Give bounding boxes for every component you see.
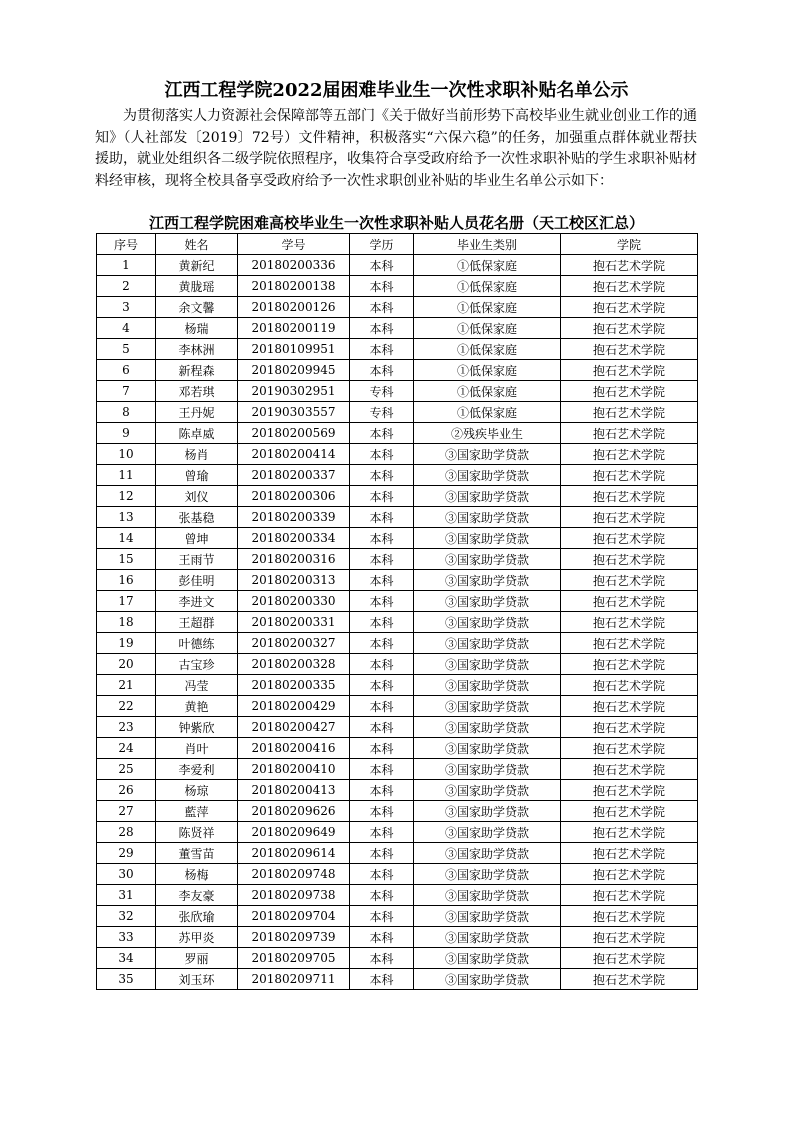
cell-name: 钟紫欣 [156, 717, 238, 738]
cell-name: 张欣瑜 [156, 906, 238, 927]
cell-category: ③国家助学贷款 [414, 948, 561, 969]
cell-student-id: 20180209738 [238, 885, 350, 906]
cell-degree: 本科 [350, 570, 414, 591]
cell-student-id: 20190302951 [238, 381, 350, 402]
cell-student-id: 20180200306 [238, 486, 350, 507]
cell-college: 抱石艺术学院 [561, 948, 698, 969]
cell-college: 抱石艺术学院 [561, 633, 698, 654]
cell-index: 6 [97, 360, 156, 381]
cell-college: 抱石艺术学院 [561, 255, 698, 276]
cell-index: 25 [97, 759, 156, 780]
cell-index: 4 [97, 318, 156, 339]
cell-college: 抱石艺术学院 [561, 696, 698, 717]
cell-degree: 本科 [350, 822, 414, 843]
table-row [97, 507, 698, 528]
cell-index: 2 [97, 276, 156, 297]
cell-name: 曾坤 [156, 528, 238, 549]
cell-index: 18 [97, 612, 156, 633]
cell-college: 抱石艺术学院 [561, 864, 698, 885]
cell-degree: 本科 [350, 969, 414, 990]
cell-student-id: 20180200569 [238, 423, 350, 444]
header-category: 毕业生类别 [414, 234, 561, 255]
header-student-id: 学号 [238, 234, 350, 255]
table-row [97, 717, 698, 738]
cell-college: 抱石艺术学院 [561, 276, 698, 297]
cell-name: 彭佳明 [156, 570, 238, 591]
cell-degree: 本科 [350, 444, 414, 465]
cell-category: ③国家助学贷款 [414, 612, 561, 633]
cell-category: ③国家助学贷款 [414, 528, 561, 549]
cell-student-id: 20180200327 [238, 633, 350, 654]
cell-category: ①低保家庭 [414, 276, 561, 297]
cell-degree: 本科 [350, 591, 414, 612]
table-row [97, 465, 698, 486]
cell-degree: 本科 [350, 423, 414, 444]
cell-student-id: 20180209945 [238, 360, 350, 381]
cell-college: 抱石艺术学院 [561, 318, 698, 339]
cell-name: 王丹妮 [156, 402, 238, 423]
cell-degree: 本科 [350, 528, 414, 549]
cell-name: 刘仪 [156, 486, 238, 507]
table-row [97, 969, 698, 990]
cell-college: 抱石艺术学院 [561, 843, 698, 864]
cell-degree: 本科 [350, 486, 414, 507]
cell-college: 抱石艺术学院 [561, 570, 698, 591]
table-row [97, 255, 698, 276]
cell-index: 28 [97, 822, 156, 843]
cell-student-id: 20180109951 [238, 339, 350, 360]
cell-index: 22 [97, 696, 156, 717]
cell-category: ③国家助学贷款 [414, 906, 561, 927]
cell-name: 李林洲 [156, 339, 238, 360]
cell-name: 新程森 [156, 360, 238, 381]
cell-name: 陈卓威 [156, 423, 238, 444]
cell-college: 抱石艺术学院 [561, 822, 698, 843]
cell-degree: 本科 [350, 360, 414, 381]
cell-college: 抱石艺术学院 [561, 507, 698, 528]
cell-degree: 本科 [350, 885, 414, 906]
cell-category: ③国家助学贷款 [414, 843, 561, 864]
cell-college: 抱石艺术学院 [561, 654, 698, 675]
cell-student-id: 20180209649 [238, 822, 350, 843]
cell-category: ③国家助学贷款 [414, 486, 561, 507]
cell-name: 杨瑞 [156, 318, 238, 339]
cell-degree: 本科 [350, 549, 414, 570]
cell-category: ③国家助学贷款 [414, 570, 561, 591]
cell-category: ①低保家庭 [414, 381, 561, 402]
cell-college: 抱石艺术学院 [561, 297, 698, 318]
table-row [97, 423, 698, 444]
cell-index: 19 [97, 633, 156, 654]
cell-student-id: 20180200335 [238, 675, 350, 696]
cell-category: ①低保家庭 [414, 297, 561, 318]
table-row [97, 528, 698, 549]
cell-student-id: 20180200334 [238, 528, 350, 549]
table-row [97, 738, 698, 759]
cell-college: 抱石艺术学院 [561, 927, 698, 948]
table-title: 江西工程学院困难高校毕业生一次性求职补贴人员花名册（天工校区汇总） [148, 214, 644, 232]
cell-category: ③国家助学贷款 [414, 801, 561, 822]
table-row [97, 885, 698, 906]
cell-degree: 本科 [350, 339, 414, 360]
cell-degree: 本科 [350, 864, 414, 885]
cell-category: ③国家助学贷款 [414, 465, 561, 486]
cell-category: ③国家助学贷款 [414, 969, 561, 990]
cell-degree: 本科 [350, 927, 414, 948]
table-row [97, 549, 698, 570]
cell-degree: 本科 [350, 696, 414, 717]
cell-name: 李爱利 [156, 759, 238, 780]
cell-degree: 本科 [350, 633, 414, 654]
cell-name: 杨梅 [156, 864, 238, 885]
cell-college: 抱石艺术学院 [561, 423, 698, 444]
cell-category: ③国家助学贷款 [414, 780, 561, 801]
cell-degree: 本科 [350, 738, 414, 759]
cell-index: 12 [97, 486, 156, 507]
cell-index: 34 [97, 948, 156, 969]
cell-category: ①低保家庭 [414, 360, 561, 381]
cell-name: 董雪苗 [156, 843, 238, 864]
cell-college: 抱石艺术学院 [561, 759, 698, 780]
cell-index: 20 [97, 654, 156, 675]
cell-category: ③国家助学贷款 [414, 717, 561, 738]
cell-name: 张基稳 [156, 507, 238, 528]
cell-college: 抱石艺术学院 [561, 381, 698, 402]
cell-degree: 本科 [350, 906, 414, 927]
header-name: 姓名 [156, 234, 238, 255]
cell-student-id: 20180209614 [238, 843, 350, 864]
cell-name: 黄胧瑶 [156, 276, 238, 297]
cell-student-id: 20180200414 [238, 444, 350, 465]
table-row [97, 633, 698, 654]
cell-index: 13 [97, 507, 156, 528]
cell-name: 黄新纪 [156, 255, 238, 276]
cell-index: 31 [97, 885, 156, 906]
cell-index: 17 [97, 591, 156, 612]
cell-student-id: 20180200316 [238, 549, 350, 570]
cell-index: 24 [97, 738, 156, 759]
cell-category: ③国家助学贷款 [414, 507, 561, 528]
cell-degree: 本科 [350, 675, 414, 696]
cell-index: 14 [97, 528, 156, 549]
cell-index: 11 [97, 465, 156, 486]
cell-name: 黄艳 [156, 696, 238, 717]
table-row [97, 276, 698, 297]
cell-student-id: 20180200119 [238, 318, 350, 339]
cell-degree: 本科 [350, 612, 414, 633]
cell-category: ②残疾毕业生 [414, 423, 561, 444]
cell-student-id: 20180209626 [238, 801, 350, 822]
cell-name: 李进文 [156, 591, 238, 612]
cell-category: ③国家助学贷款 [414, 759, 561, 780]
cell-student-id: 20180200331 [238, 612, 350, 633]
cell-student-id: 20180209705 [238, 948, 350, 969]
cell-student-id: 20180200429 [238, 696, 350, 717]
cell-college: 抱石艺术学院 [561, 801, 698, 822]
cell-name: 杨琼 [156, 780, 238, 801]
cell-category: ①低保家庭 [414, 402, 561, 423]
cell-name: 李友豪 [156, 885, 238, 906]
cell-student-id: 20180200337 [238, 465, 350, 486]
cell-name: 古宝珍 [156, 654, 238, 675]
cell-name: 王雨节 [156, 549, 238, 570]
table-row [97, 297, 698, 318]
cell-college: 抱石艺术学院 [561, 549, 698, 570]
cell-name: 曾瑜 [156, 465, 238, 486]
header-college: 学院 [561, 234, 698, 255]
cell-category: ③国家助学贷款 [414, 738, 561, 759]
cell-index: 3 [97, 297, 156, 318]
cell-index: 10 [97, 444, 156, 465]
table-row [97, 612, 698, 633]
cell-college: 抱石艺术学院 [561, 591, 698, 612]
header-degree: 学历 [350, 234, 414, 255]
cell-degree: 本科 [350, 318, 414, 339]
cell-index: 15 [97, 549, 156, 570]
cell-college: 抱石艺术学院 [561, 612, 698, 633]
cell-degree: 本科 [350, 297, 414, 318]
cell-index: 33 [97, 927, 156, 948]
cell-degree: 本科 [350, 507, 414, 528]
table-row [97, 591, 698, 612]
table-row [97, 318, 698, 339]
cell-college: 抱石艺术学院 [561, 969, 698, 990]
table-header-row [97, 234, 698, 255]
table-row [97, 444, 698, 465]
cell-college: 抱石艺术学院 [561, 339, 698, 360]
cell-name: 苏甲炎 [156, 927, 238, 948]
table-row [97, 654, 698, 675]
cell-index: 1 [97, 255, 156, 276]
cell-student-id: 20180200413 [238, 780, 350, 801]
cell-college: 抱石艺术学院 [561, 885, 698, 906]
cell-category: ③国家助学贷款 [414, 696, 561, 717]
table-row [97, 402, 698, 423]
header-index: 序号 [97, 234, 156, 255]
cell-category: ③国家助学贷款 [414, 633, 561, 654]
cell-student-id: 20180209704 [238, 906, 350, 927]
table-row [97, 570, 698, 591]
cell-category: ③国家助学贷款 [414, 654, 561, 675]
cell-student-id: 20180200126 [238, 297, 350, 318]
cell-index: 32 [97, 906, 156, 927]
cell-index: 21 [97, 675, 156, 696]
cell-name: 肖叶 [156, 738, 238, 759]
cell-category: ①低保家庭 [414, 318, 561, 339]
cell-college: 抱石艺术学院 [561, 360, 698, 381]
cell-name: 藍萍 [156, 801, 238, 822]
table-row [97, 801, 698, 822]
cell-student-id: 20180209711 [238, 969, 350, 990]
table-row [97, 906, 698, 927]
cell-index: 27 [97, 801, 156, 822]
cell-name: 杨肖 [156, 444, 238, 465]
table-row [97, 360, 698, 381]
cell-college: 抱石艺术学院 [561, 717, 698, 738]
cell-college: 抱石艺术学院 [561, 465, 698, 486]
cell-category: ③国家助学贷款 [414, 549, 561, 570]
cell-degree: 本科 [350, 465, 414, 486]
page-title: 江西工程学院2022届困难毕业生一次性求职补贴名单公示 [164, 80, 629, 101]
cell-college: 抱石艺术学院 [561, 528, 698, 549]
cell-college: 抱石艺术学院 [561, 486, 698, 507]
cell-student-id: 20180200339 [238, 507, 350, 528]
intro-paragraph: 为贯彻落实人力资源社会保障部等五部门《关于做好当前形势下高校毕业生就业创业工作的通知》（人社部发〔2019〕72号）文件精神，积极落实“六保六稳”的任务，加强重点群体就业帮扶援助，就业处组织各二级学院依照程序，收集符合享受政府给予一次性求职补贴的学生求职补贴材料经审核，现将全校具备享受政府给予一次性求职创业补贴的毕业生名单公示如下： [95, 108, 697, 189]
cell-name: 冯莹 [156, 675, 238, 696]
table-row [97, 948, 698, 969]
cell-name: 余文馨 [156, 297, 238, 318]
table-row [97, 822, 698, 843]
cell-index: 35 [97, 969, 156, 990]
cell-index: 26 [97, 780, 156, 801]
cell-student-id: 20180200313 [238, 570, 350, 591]
cell-student-id: 20180209739 [238, 927, 350, 948]
cell-degree: 专科 [350, 402, 414, 423]
cell-index: 9 [97, 423, 156, 444]
cell-category: ①低保家庭 [414, 339, 561, 360]
cell-degree: 本科 [350, 948, 414, 969]
cell-college: 抱石艺术学院 [561, 402, 698, 423]
cell-index: 8 [97, 402, 156, 423]
cell-student-id: 20180200138 [238, 276, 350, 297]
cell-college: 抱石艺术学院 [561, 738, 698, 759]
cell-category: ③国家助学贷款 [414, 675, 561, 696]
cell-degree: 本科 [350, 255, 414, 276]
table-row [97, 381, 698, 402]
cell-student-id: 20180200330 [238, 591, 350, 612]
cell-category: ①低保家庭 [414, 255, 561, 276]
table-row [97, 696, 698, 717]
table-row [97, 780, 698, 801]
cell-index: 23 [97, 717, 156, 738]
cell-degree: 本科 [350, 717, 414, 738]
cell-name: 叶德练 [156, 633, 238, 654]
cell-name: 邓若琪 [156, 381, 238, 402]
cell-name: 罗丽 [156, 948, 238, 969]
cell-student-id: 20180200427 [238, 717, 350, 738]
cell-index: 16 [97, 570, 156, 591]
cell-student-id: 20180200328 [238, 654, 350, 675]
cell-index: 30 [97, 864, 156, 885]
table-row [97, 843, 698, 864]
cell-degree: 本科 [350, 759, 414, 780]
cell-student-id: 20180200336 [238, 255, 350, 276]
cell-degree: 专科 [350, 381, 414, 402]
cell-degree: 本科 [350, 276, 414, 297]
cell-student-id: 20180200410 [238, 759, 350, 780]
table-row [97, 864, 698, 885]
cell-name: 刘玉环 [156, 969, 238, 990]
cell-college: 抱石艺术学院 [561, 906, 698, 927]
roster-table [96, 233, 698, 990]
cell-category: ③国家助学贷款 [414, 885, 561, 906]
table-row [97, 759, 698, 780]
cell-index: 7 [97, 381, 156, 402]
table-row [97, 675, 698, 696]
cell-student-id: 20190303557 [238, 402, 350, 423]
table-row [97, 339, 698, 360]
cell-index: 5 [97, 339, 156, 360]
cell-index: 29 [97, 843, 156, 864]
cell-college: 抱石艺术学院 [561, 444, 698, 465]
table-row [97, 486, 698, 507]
cell-category: ③国家助学贷款 [414, 591, 561, 612]
cell-student-id: 20180209748 [238, 864, 350, 885]
cell-degree: 本科 [350, 801, 414, 822]
cell-degree: 本科 [350, 780, 414, 801]
cell-name: 陈贤祥 [156, 822, 238, 843]
cell-category: ③国家助学贷款 [414, 927, 561, 948]
cell-student-id: 20180200416 [238, 738, 350, 759]
cell-category: ③国家助学贷款 [414, 864, 561, 885]
cell-category: ③国家助学贷款 [414, 444, 561, 465]
cell-college: 抱石艺术学院 [561, 675, 698, 696]
cell-degree: 本科 [350, 843, 414, 864]
table-row [97, 927, 698, 948]
cell-category: ③国家助学贷款 [414, 822, 561, 843]
cell-degree: 本科 [350, 654, 414, 675]
cell-name: 王超群 [156, 612, 238, 633]
cell-college: 抱石艺术学院 [561, 780, 698, 801]
